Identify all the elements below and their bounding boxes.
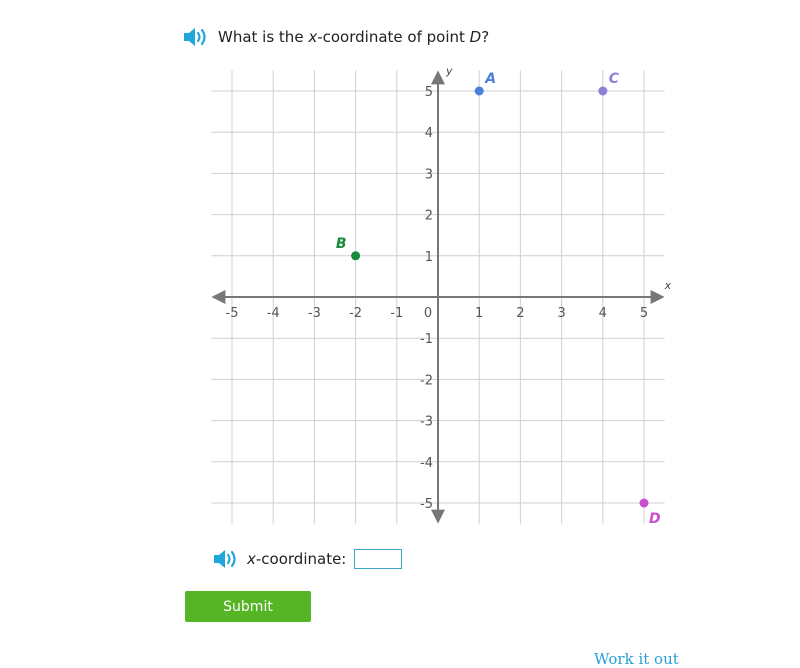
y-tick-label: -5 [420,497,433,512]
x-tick-label: 1 [475,306,484,321]
y-tick-label: 2 [424,208,433,224]
point-a [475,87,484,96]
question-suffix: ? [481,28,490,46]
x-tick-label: -2 [349,306,363,321]
y-axis-label: y [446,64,453,78]
y-tick-label: 3 [424,167,433,183]
point-label-c: C [608,71,620,87]
y-tick-label: 5 [424,85,433,100]
point-b [351,251,360,260]
y-tick-label: -1 [420,332,433,348]
x-tick-label: 4 [598,306,607,321]
x-tick-label: 5 [639,306,649,321]
x-axis-label: x [664,279,672,292]
x-tick-label: 2 [516,306,525,321]
y-tick-label: -4 [420,455,433,471]
point-label-a: A [485,71,497,87]
y-tick-label: 1 [424,249,433,265]
question-point: D [469,28,482,46]
x-tick-label: -1 [390,306,404,321]
x-axis-arrow-left [211,290,225,304]
x-tick-label: -4 [266,306,280,321]
y-tick-label: -3 [420,414,433,430]
points [336,71,661,527]
work-it-out-link[interactable]: Work it out [594,650,679,668]
x-axis-arrow-right [651,290,665,304]
submit-button[interactable]: Submit [185,591,311,622]
answer-label [247,550,346,568]
x-tick-label: -5 [225,306,239,321]
x-tick-label: 0 [423,306,433,321]
y-axis-arrow-up [431,70,445,84]
answer-label-suffix: -coordinate: [255,550,347,568]
point-label-b: B [335,235,347,252]
y-tick-label: -2 [420,373,433,389]
point-c [598,87,607,96]
answer-variable: x [247,550,256,568]
point-d [640,499,649,508]
y-axis-arrow-down [431,510,445,524]
answer-speaker-icon[interactable] [212,548,240,570]
x-coordinate-input[interactable] [354,549,402,569]
question-prefix: What is the [218,28,309,46]
point-label-d: D [649,511,661,527]
tick-labels [226,85,649,512]
x-tick-label: -3 [307,306,321,321]
question-middle: -coordinate of point [317,28,470,46]
y-tick-label: 4 [424,126,433,142]
question-variable: x [308,28,318,46]
x-tick-label: 3 [557,306,566,321]
